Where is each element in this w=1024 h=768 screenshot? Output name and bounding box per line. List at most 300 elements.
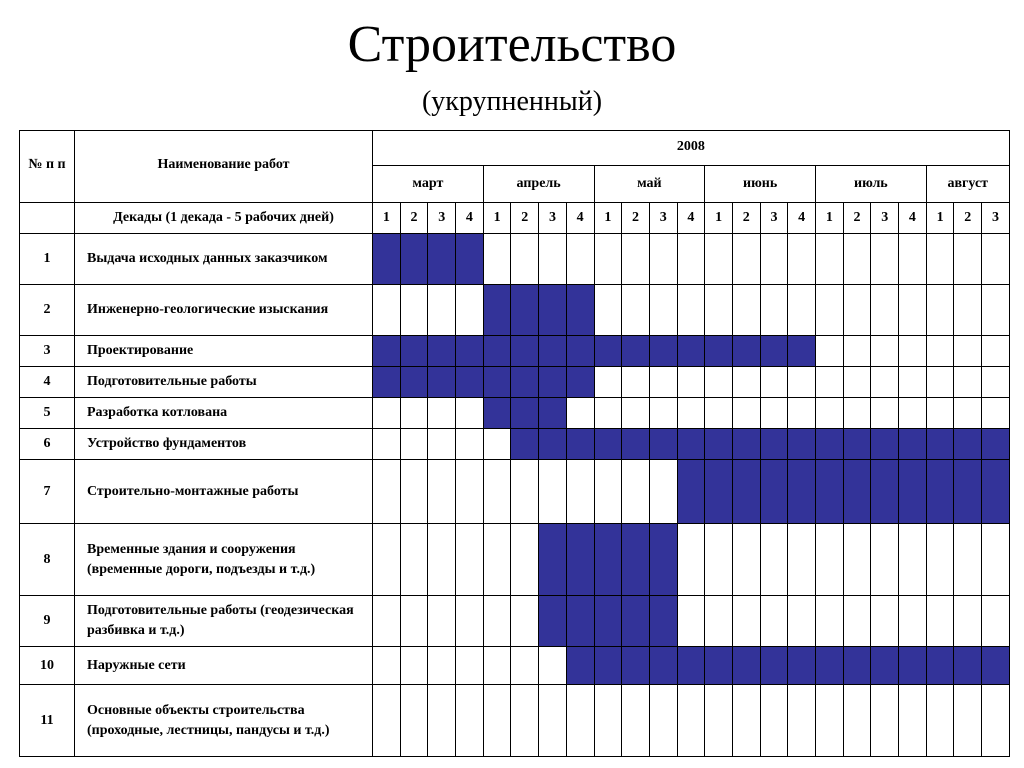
decade-label: 1 bbox=[594, 203, 622, 234]
gantt-cell bbox=[705, 685, 733, 757]
task-row bbox=[20, 647, 1010, 685]
gantt-cell bbox=[843, 596, 871, 647]
gantt-cell bbox=[566, 234, 594, 285]
task-name: Выдача исходных данных заказчиком bbox=[75, 234, 373, 285]
gantt-bar-cell bbox=[760, 336, 788, 367]
task-num: 7 bbox=[20, 460, 75, 524]
gantt-cell bbox=[677, 285, 705, 336]
gantt-cell bbox=[594, 234, 622, 285]
gantt-cell bbox=[843, 285, 871, 336]
gantt-bar-cell bbox=[732, 429, 760, 460]
decade-label: 4 bbox=[899, 203, 927, 234]
gantt-cell bbox=[373, 596, 401, 647]
gantt-cell bbox=[732, 524, 760, 596]
gantt-cell bbox=[899, 367, 927, 398]
gantt-cell bbox=[816, 685, 844, 757]
gantt-cell bbox=[539, 460, 567, 524]
gantt-bar-cell bbox=[428, 367, 456, 398]
gantt-cell bbox=[566, 685, 594, 757]
gantt-cell bbox=[649, 398, 677, 429]
gantt-bar-cell bbox=[760, 429, 788, 460]
gantt-bar-cell bbox=[594, 647, 622, 685]
gantt-cell bbox=[400, 398, 428, 429]
gantt-cell bbox=[982, 596, 1010, 647]
decade-label: 2 bbox=[843, 203, 871, 234]
gantt-cell bbox=[899, 336, 927, 367]
gantt-bar-cell bbox=[594, 524, 622, 596]
gantt-cell bbox=[649, 460, 677, 524]
gantt-cell bbox=[899, 685, 927, 757]
gantt-cell bbox=[428, 596, 456, 647]
gantt-cell bbox=[732, 367, 760, 398]
decade-label: 2 bbox=[954, 203, 982, 234]
gantt-bar-cell bbox=[539, 429, 567, 460]
gantt-bar-cell bbox=[760, 647, 788, 685]
gantt-cell bbox=[843, 524, 871, 596]
gantt-cell bbox=[400, 524, 428, 596]
gantt-cell bbox=[373, 398, 401, 429]
task-num: 5 bbox=[20, 398, 75, 429]
task-name: Подготовительные работы (геодезическая разбивка и т.д.) bbox=[75, 596, 373, 647]
gantt-cell bbox=[760, 524, 788, 596]
gantt-cell bbox=[456, 596, 484, 647]
task-name: Наружные сети bbox=[75, 647, 373, 685]
gantt-cell bbox=[428, 285, 456, 336]
task-row bbox=[20, 336, 1010, 367]
decade-label: 3 bbox=[760, 203, 788, 234]
gantt-bar-cell bbox=[622, 524, 650, 596]
gantt-cell bbox=[954, 367, 982, 398]
task-name: Проектирование bbox=[75, 336, 373, 367]
gantt-cell bbox=[400, 429, 428, 460]
gantt-bar-cell bbox=[483, 285, 511, 336]
gantt-cell bbox=[456, 398, 484, 429]
gantt-bar-cell bbox=[511, 285, 539, 336]
gantt-cell bbox=[373, 524, 401, 596]
gantt-bar-cell bbox=[816, 647, 844, 685]
gantt-cell bbox=[511, 524, 539, 596]
gantt-cell bbox=[788, 398, 816, 429]
decade-label: 4 bbox=[566, 203, 594, 234]
gantt-bar-cell bbox=[483, 336, 511, 367]
gantt-cell bbox=[871, 685, 899, 757]
gantt-bar-cell bbox=[816, 460, 844, 524]
gantt-bar-cell bbox=[428, 234, 456, 285]
gantt-cell bbox=[926, 336, 954, 367]
gantt-bar-cell bbox=[373, 367, 401, 398]
gantt-bar-cell bbox=[622, 647, 650, 685]
task-row bbox=[20, 460, 1010, 524]
decade-label: 1 bbox=[816, 203, 844, 234]
gantt-bar-cell bbox=[566, 596, 594, 647]
gantt-cell bbox=[954, 234, 982, 285]
gantt-bar-cell bbox=[566, 524, 594, 596]
month-label: июнь bbox=[705, 166, 816, 203]
gantt-cell bbox=[816, 285, 844, 336]
gantt-cell bbox=[788, 596, 816, 647]
gantt-bar-cell bbox=[899, 647, 927, 685]
task-num: 6 bbox=[20, 429, 75, 460]
gantt-cell bbox=[982, 685, 1010, 757]
decade-label: 4 bbox=[456, 203, 484, 234]
task-row bbox=[20, 285, 1010, 336]
gantt-cell bbox=[483, 524, 511, 596]
gantt-cell bbox=[816, 336, 844, 367]
gantt-cell bbox=[843, 234, 871, 285]
gantt-cell bbox=[456, 429, 484, 460]
header-year: 2008 bbox=[373, 131, 1010, 166]
gantt-bar-cell bbox=[539, 398, 567, 429]
gantt-cell bbox=[954, 524, 982, 596]
gantt-cell bbox=[954, 336, 982, 367]
gantt-bar-cell bbox=[483, 398, 511, 429]
gantt-bar-cell bbox=[705, 429, 733, 460]
decades-label: Декады (1 декада - 5 рабочих дней) bbox=[75, 203, 373, 234]
gantt-bar-cell bbox=[816, 429, 844, 460]
gantt-bar-cell bbox=[677, 647, 705, 685]
gantt-cell bbox=[677, 685, 705, 757]
gantt-cell bbox=[760, 596, 788, 647]
gantt-cell bbox=[816, 596, 844, 647]
gantt-bar-cell bbox=[788, 336, 816, 367]
gantt-bar-cell bbox=[400, 234, 428, 285]
task-num: 10 bbox=[20, 647, 75, 685]
gantt-cell bbox=[649, 285, 677, 336]
gantt-bar-cell bbox=[843, 429, 871, 460]
gantt-cell bbox=[843, 398, 871, 429]
gantt-cell bbox=[594, 398, 622, 429]
gantt-bar-cell bbox=[400, 336, 428, 367]
gantt-cell bbox=[760, 367, 788, 398]
gantt-cell bbox=[373, 647, 401, 685]
task-num: 4 bbox=[20, 367, 75, 398]
gantt-bar-cell bbox=[649, 647, 677, 685]
gantt-bar-cell bbox=[954, 460, 982, 524]
task-row bbox=[20, 429, 1010, 460]
gantt-bar-cell bbox=[954, 647, 982, 685]
gantt-cell bbox=[483, 596, 511, 647]
gantt-cell bbox=[622, 460, 650, 524]
gantt-cell bbox=[788, 524, 816, 596]
gantt-cell bbox=[954, 285, 982, 336]
decade-label: 2 bbox=[622, 203, 650, 234]
gantt-cell bbox=[705, 398, 733, 429]
decade-label: 1 bbox=[705, 203, 733, 234]
task-name: Строительно-монтажные работы bbox=[75, 460, 373, 524]
gantt-cell bbox=[428, 647, 456, 685]
decade-label: 3 bbox=[539, 203, 567, 234]
gantt-cell bbox=[926, 367, 954, 398]
task-name: Временные здания и сооружения (временные дороги, подъезды и т.д.) bbox=[75, 524, 373, 596]
gantt-bar-cell bbox=[511, 429, 539, 460]
gantt-bar-cell bbox=[400, 367, 428, 398]
gantt-cell bbox=[705, 285, 733, 336]
gantt-cell bbox=[511, 596, 539, 647]
gantt-bar-cell bbox=[539, 524, 567, 596]
gantt-cell bbox=[871, 234, 899, 285]
gantt-bar-cell bbox=[705, 460, 733, 524]
gantt-cell bbox=[732, 285, 760, 336]
task-name: Подготовительные работы bbox=[75, 367, 373, 398]
gantt-bar-cell bbox=[373, 234, 401, 285]
gantt-cell bbox=[982, 524, 1010, 596]
gantt-bar-cell bbox=[594, 429, 622, 460]
gantt-cell bbox=[899, 285, 927, 336]
gantt-cell bbox=[760, 685, 788, 757]
gantt-cell bbox=[926, 398, 954, 429]
task-row bbox=[20, 685, 1010, 757]
gantt-cell bbox=[982, 398, 1010, 429]
gantt-bar-cell bbox=[982, 429, 1010, 460]
gantt-cell bbox=[428, 524, 456, 596]
gantt-cell bbox=[760, 285, 788, 336]
header-name: Наименование работ bbox=[75, 131, 373, 203]
task-num: 9 bbox=[20, 596, 75, 647]
gantt-cell bbox=[732, 685, 760, 757]
gantt-bar-cell bbox=[677, 429, 705, 460]
gantt-cell bbox=[539, 234, 567, 285]
gantt-cell bbox=[732, 596, 760, 647]
gantt-bar-cell bbox=[622, 596, 650, 647]
decade-label: 4 bbox=[677, 203, 705, 234]
month-label: апрель bbox=[483, 166, 594, 203]
gantt-cell bbox=[539, 685, 567, 757]
gantt-bar-cell bbox=[843, 460, 871, 524]
gantt-bar-cell bbox=[843, 647, 871, 685]
task-name: Разработка котлована bbox=[75, 398, 373, 429]
gantt-bar-cell bbox=[899, 429, 927, 460]
gantt-cell bbox=[926, 685, 954, 757]
gantt-cell bbox=[649, 234, 677, 285]
gantt-cell bbox=[899, 234, 927, 285]
gantt-bar-cell bbox=[511, 367, 539, 398]
gantt-bar-cell bbox=[899, 460, 927, 524]
gantt-bar-cell bbox=[566, 367, 594, 398]
gantt-cell bbox=[816, 524, 844, 596]
gantt-bar-cell bbox=[539, 367, 567, 398]
gantt-cell bbox=[926, 285, 954, 336]
gantt-bar-cell bbox=[732, 647, 760, 685]
gantt-cell bbox=[899, 596, 927, 647]
task-row bbox=[20, 234, 1010, 285]
gantt-cell bbox=[677, 596, 705, 647]
decade-label: 2 bbox=[511, 203, 539, 234]
header-num-blank bbox=[20, 203, 75, 234]
gantt-cell bbox=[899, 524, 927, 596]
gantt-cell bbox=[566, 460, 594, 524]
gantt-cell bbox=[594, 685, 622, 757]
gantt-cell bbox=[677, 367, 705, 398]
gantt-cell bbox=[511, 460, 539, 524]
gantt-cell bbox=[926, 524, 954, 596]
slide-title: Строительство bbox=[347, 16, 677, 73]
gantt-cell bbox=[373, 460, 401, 524]
gantt-cell bbox=[511, 647, 539, 685]
gantt-cell bbox=[483, 685, 511, 757]
gantt-bar-cell bbox=[539, 596, 567, 647]
gantt-cell bbox=[594, 285, 622, 336]
task-row bbox=[20, 596, 1010, 647]
gantt-cell bbox=[982, 336, 1010, 367]
gantt-cell bbox=[677, 398, 705, 429]
gantt-cell bbox=[788, 234, 816, 285]
task-name: Инженерно-геологические изыскания bbox=[75, 285, 373, 336]
gantt-cell bbox=[373, 429, 401, 460]
gantt-cell bbox=[926, 596, 954, 647]
gantt-bar-cell bbox=[982, 647, 1010, 685]
gantt-bar-cell bbox=[456, 336, 484, 367]
decade-label: 1 bbox=[483, 203, 511, 234]
gantt-cell bbox=[400, 685, 428, 757]
decade-label: 2 bbox=[400, 203, 428, 234]
gantt-cell bbox=[816, 367, 844, 398]
slide-subtitle: (укрупненный) bbox=[421, 86, 603, 117]
gantt-cell bbox=[566, 398, 594, 429]
gantt-cell bbox=[732, 234, 760, 285]
gantt-cell bbox=[677, 524, 705, 596]
gantt-cell bbox=[843, 367, 871, 398]
gantt-cell bbox=[760, 234, 788, 285]
task-num: 3 bbox=[20, 336, 75, 367]
gantt-cell bbox=[400, 460, 428, 524]
gantt-cell bbox=[373, 285, 401, 336]
gantt-cell bbox=[871, 367, 899, 398]
gantt-bar-cell bbox=[622, 336, 650, 367]
gantt-table bbox=[19, 130, 1010, 757]
gantt-cell bbox=[456, 460, 484, 524]
gantt-bar-cell bbox=[871, 429, 899, 460]
gantt-cell bbox=[622, 685, 650, 757]
gantt-cell bbox=[428, 685, 456, 757]
gantt-cell bbox=[622, 398, 650, 429]
gantt-bar-cell bbox=[566, 429, 594, 460]
gantt-bar-cell bbox=[788, 460, 816, 524]
decade-label: 2 bbox=[732, 203, 760, 234]
decade-label: 1 bbox=[926, 203, 954, 234]
month-label: май bbox=[594, 166, 705, 203]
gantt-bar-cell bbox=[760, 460, 788, 524]
gantt-cell bbox=[843, 336, 871, 367]
gantt-cell bbox=[649, 685, 677, 757]
gantt-bar-cell bbox=[732, 460, 760, 524]
gantt-cell bbox=[456, 647, 484, 685]
gantt-cell bbox=[982, 234, 1010, 285]
gantt-cell bbox=[871, 596, 899, 647]
gantt-bar-cell bbox=[649, 524, 677, 596]
gantt-cell bbox=[843, 685, 871, 757]
gantt-cell bbox=[400, 647, 428, 685]
gantt-cell bbox=[456, 285, 484, 336]
gantt-bar-cell bbox=[566, 647, 594, 685]
gantt-cell bbox=[899, 398, 927, 429]
task-row bbox=[20, 398, 1010, 429]
gantt-cell bbox=[982, 367, 1010, 398]
gantt-bar-cell bbox=[511, 336, 539, 367]
gantt-bar-cell bbox=[428, 336, 456, 367]
decade-label: 3 bbox=[428, 203, 456, 234]
gantt-cell bbox=[456, 685, 484, 757]
decade-label: 1 bbox=[373, 203, 401, 234]
task-name: Устройство фундаментов bbox=[75, 429, 373, 460]
gantt-bar-cell bbox=[871, 460, 899, 524]
gantt-cell bbox=[816, 398, 844, 429]
decade-label: 3 bbox=[871, 203, 899, 234]
gantt-cell bbox=[871, 398, 899, 429]
gantt-cell bbox=[539, 647, 567, 685]
gantt-bar-cell bbox=[677, 460, 705, 524]
gantt-cell bbox=[954, 398, 982, 429]
gantt-cell bbox=[594, 367, 622, 398]
gantt-bar-cell bbox=[594, 596, 622, 647]
gantt-cell bbox=[400, 596, 428, 647]
gantt-cell bbox=[622, 234, 650, 285]
gantt-cell bbox=[622, 285, 650, 336]
gantt-bar-cell bbox=[732, 336, 760, 367]
gantt-bar-cell bbox=[649, 336, 677, 367]
gantt-cell bbox=[788, 367, 816, 398]
gantt-bar-cell bbox=[456, 367, 484, 398]
gantt-bar-cell bbox=[926, 647, 954, 685]
task-name: Основные объекты строительства (проходные, лестницы, пандусы и т.д.) bbox=[75, 685, 373, 757]
gantt-bar-cell bbox=[566, 336, 594, 367]
gantt-bar-cell bbox=[649, 429, 677, 460]
gantt-bar-cell bbox=[677, 336, 705, 367]
task-num: 8 bbox=[20, 524, 75, 596]
gantt-bar-cell bbox=[456, 234, 484, 285]
gantt-cell bbox=[871, 524, 899, 596]
gantt-bar-cell bbox=[926, 460, 954, 524]
gantt-cell bbox=[400, 285, 428, 336]
gantt-bar-cell bbox=[705, 647, 733, 685]
gantt-bar-cell bbox=[566, 285, 594, 336]
header-num: № п п bbox=[20, 131, 75, 203]
gantt-cell bbox=[483, 647, 511, 685]
gantt-cell bbox=[982, 285, 1010, 336]
gantt-cell bbox=[788, 685, 816, 757]
gantt-bar-cell bbox=[483, 367, 511, 398]
decade-label: 4 bbox=[788, 203, 816, 234]
month-label: июль bbox=[816, 166, 927, 203]
gantt-cell bbox=[954, 596, 982, 647]
gantt-bar-cell bbox=[788, 647, 816, 685]
gantt-bar-cell bbox=[622, 429, 650, 460]
task-row bbox=[20, 367, 1010, 398]
gantt-cell bbox=[705, 234, 733, 285]
gantt-cell bbox=[677, 234, 705, 285]
gantt-cell bbox=[732, 398, 760, 429]
gantt-cell bbox=[483, 429, 511, 460]
gantt-bar-cell bbox=[871, 647, 899, 685]
decade-label: 3 bbox=[982, 203, 1010, 234]
gantt-bar-cell bbox=[954, 429, 982, 460]
gantt-cell bbox=[649, 367, 677, 398]
gantt-bar-cell bbox=[788, 429, 816, 460]
gantt-bar-cell bbox=[982, 460, 1010, 524]
gantt-bar-cell bbox=[539, 285, 567, 336]
gantt-bar-cell bbox=[649, 596, 677, 647]
gantt-cell bbox=[428, 429, 456, 460]
month-label: март bbox=[373, 166, 484, 203]
decade-label: 3 bbox=[649, 203, 677, 234]
task-row bbox=[20, 524, 1010, 596]
gantt-bar-cell bbox=[705, 336, 733, 367]
gantt-bar-cell bbox=[926, 429, 954, 460]
gantt-cell bbox=[428, 460, 456, 524]
gantt-cell bbox=[594, 460, 622, 524]
gantt-cell bbox=[760, 398, 788, 429]
gantt-bar-cell bbox=[373, 336, 401, 367]
gantt-cell bbox=[705, 367, 733, 398]
